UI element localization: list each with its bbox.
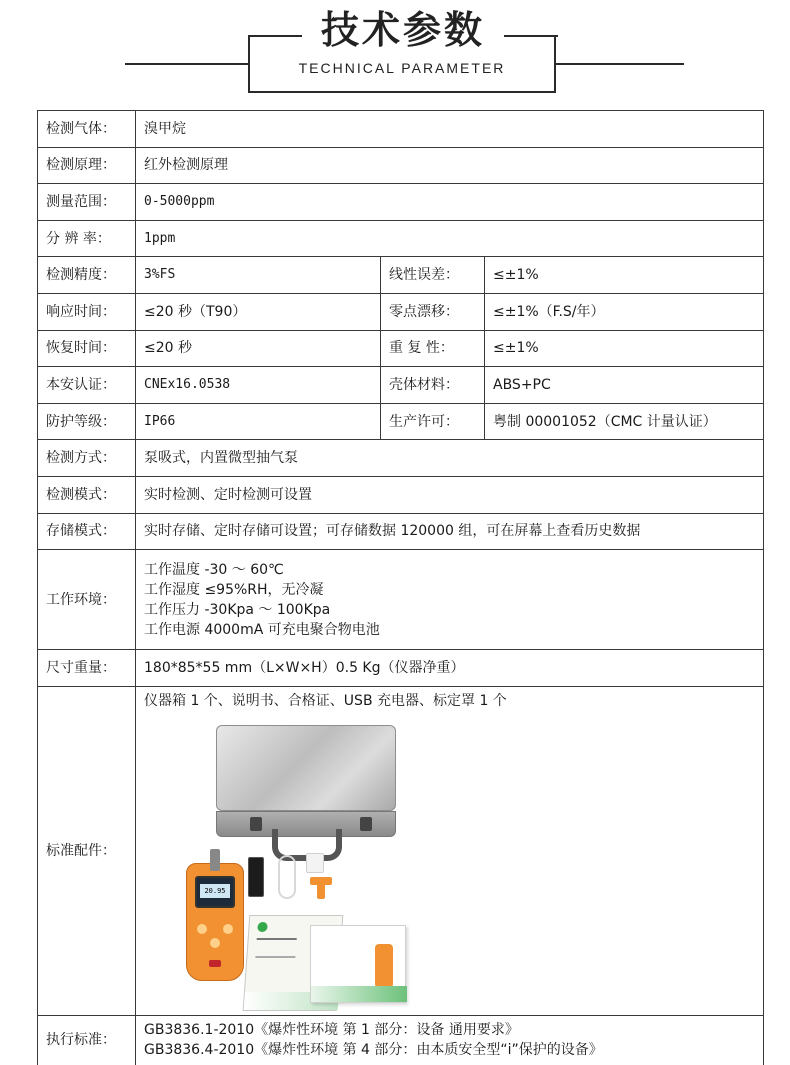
environment-value <box>136 550 764 650</box>
repeatability-value: ≤±1% <box>485 330 764 367</box>
table-row <box>38 257 764 294</box>
standard-gb3836-1: GB3836.1-2010《爆炸性环境 第 1 部分：设备 通用要求》 <box>144 1022 519 1039</box>
linearity-value: ≤±1% <box>485 257 764 294</box>
header-frame-top-left <box>248 35 302 37</box>
brochure-device-icon <box>375 944 393 988</box>
accessories-text: 仪器箱 1 个、说明书、合格证、USB 充电器、标定罩 1 个 <box>144 692 507 709</box>
size-label: 尺寸重量： <box>38 650 136 687</box>
resolution-label: 分 辨 率： <box>38 220 136 257</box>
zero-drift-value: ≤±1%（F.S/年） <box>485 293 764 330</box>
table-row <box>38 476 764 513</box>
accuracy-value: 3%FS <box>136 257 381 294</box>
principle-label: 检测原理： <box>38 147 136 184</box>
range-value: 0-5000ppm <box>136 184 764 221</box>
table-row <box>38 440 764 477</box>
recovery-label: 恢复时间： <box>38 330 136 367</box>
device-button <box>223 924 233 934</box>
zero-drift-label: 零点漂移： <box>381 293 485 330</box>
accessories-label: 标准配件： <box>38 686 136 1015</box>
table-row <box>38 403 764 440</box>
certificate-card <box>248 857 264 897</box>
table-row <box>38 184 764 221</box>
protection-label: 防护等级： <box>38 403 136 440</box>
page-header <box>0 0 790 100</box>
page-subtitle: TECHNICAL PARAMETER <box>298 60 506 76</box>
table-row <box>38 1015 764 1065</box>
method-value: 泵吸式，内置微型抽气泵 <box>136 440 764 477</box>
case-clasp-right <box>360 817 372 831</box>
recovery-value: ≤20 秒 <box>136 330 381 367</box>
environment-label: 工作环境： <box>38 550 136 650</box>
case-clasp-left <box>250 817 262 831</box>
safety-cert-label: 本安认证： <box>38 367 136 404</box>
response-value: ≤20 秒（T90） <box>136 293 381 330</box>
device-reading: 20.95 <box>200 884 230 898</box>
linearity-label: 线性误差： <box>381 257 485 294</box>
brochure-footer <box>311 986 407 1002</box>
env-temperature: 工作温度 -30 ～ 60℃ <box>144 561 284 578</box>
accessories-value <box>136 686 764 1015</box>
header-rule-right <box>556 63 684 65</box>
device-button <box>210 938 220 948</box>
gas-label: 检测气体： <box>38 111 136 148</box>
calibration-cap-stem <box>317 881 325 899</box>
table-row <box>38 513 764 550</box>
license-label: 生产许可： <box>381 403 485 440</box>
device-gas-inlet <box>210 849 220 871</box>
table-row <box>38 650 764 687</box>
housing-label: 壳体材料： <box>381 367 485 404</box>
table-row <box>38 330 764 367</box>
method-label: 检测方式： <box>38 440 136 477</box>
safety-cert-value: CNEx16.0538 <box>136 367 381 404</box>
spec-table <box>37 110 764 1065</box>
gas-value: 溴甲烷 <box>136 111 764 148</box>
repeatability-label: 重 复 性： <box>381 330 485 367</box>
table-row <box>38 147 764 184</box>
brand-logo-icon <box>257 922 268 932</box>
header-rule-left <box>125 63 248 65</box>
device-button <box>197 924 207 934</box>
table-row <box>38 367 764 404</box>
instrument-case <box>216 725 396 811</box>
usb-cable <box>278 855 296 899</box>
page-title: 技术参数 <box>320 8 485 52</box>
mode-value: 实时检测、定时检测可设置 <box>136 476 764 513</box>
table-row <box>38 293 764 330</box>
device-power-button <box>209 960 221 967</box>
size-value: 180*85*55 mm（L×W×H）0.5 Kg（仪器净重） <box>136 650 764 687</box>
env-power: 工作电源 4000mA 可充电聚合物电池 <box>144 621 380 638</box>
env-humidity: 工作湿度 ≤95%RH，无冷凝 <box>144 581 324 598</box>
env-pressure: 工作压力 -30Kpa ～ 100Kpa <box>144 601 331 618</box>
protection-value: IP66 <box>136 403 381 440</box>
housing-value: ABS+PC <box>485 367 764 404</box>
manual-text-lines <box>255 938 296 958</box>
product-brochure <box>310 925 406 1003</box>
header-frame-top-right <box>504 35 558 37</box>
storage-label: 存储模式： <box>38 513 136 550</box>
standards-label: 执行标准： <box>38 1015 136 1065</box>
license-value: 粤制 00001052（CMC 计量认证） <box>485 403 764 440</box>
table-row <box>38 686 764 1015</box>
accuracy-label: 检测精度： <box>38 257 136 294</box>
mode-label: 检测模式： <box>38 476 136 513</box>
usb-charger <box>306 853 324 873</box>
device-screen <box>195 876 235 908</box>
table-row <box>38 111 764 148</box>
table-row <box>38 220 764 257</box>
storage-value: 实时存储、定时存储可设置；可存储数据 120000 组，可在屏幕上查看历史数据 <box>136 513 764 550</box>
gas-detector-device <box>186 863 244 981</box>
table-row <box>38 550 764 650</box>
standard-gb3836-4: GB3836.4-2010《爆炸性环境 第 4 部分：由本质安全型“i”保护的设备》 <box>144 1042 603 1059</box>
accessories-photo <box>180 725 440 1015</box>
response-label: 响应时间： <box>38 293 136 330</box>
resolution-value: 1ppm <box>136 220 764 257</box>
principle-value: 红外检测原理 <box>136 147 764 184</box>
standards-value <box>136 1015 764 1065</box>
range-label: 测量范围： <box>38 184 136 221</box>
